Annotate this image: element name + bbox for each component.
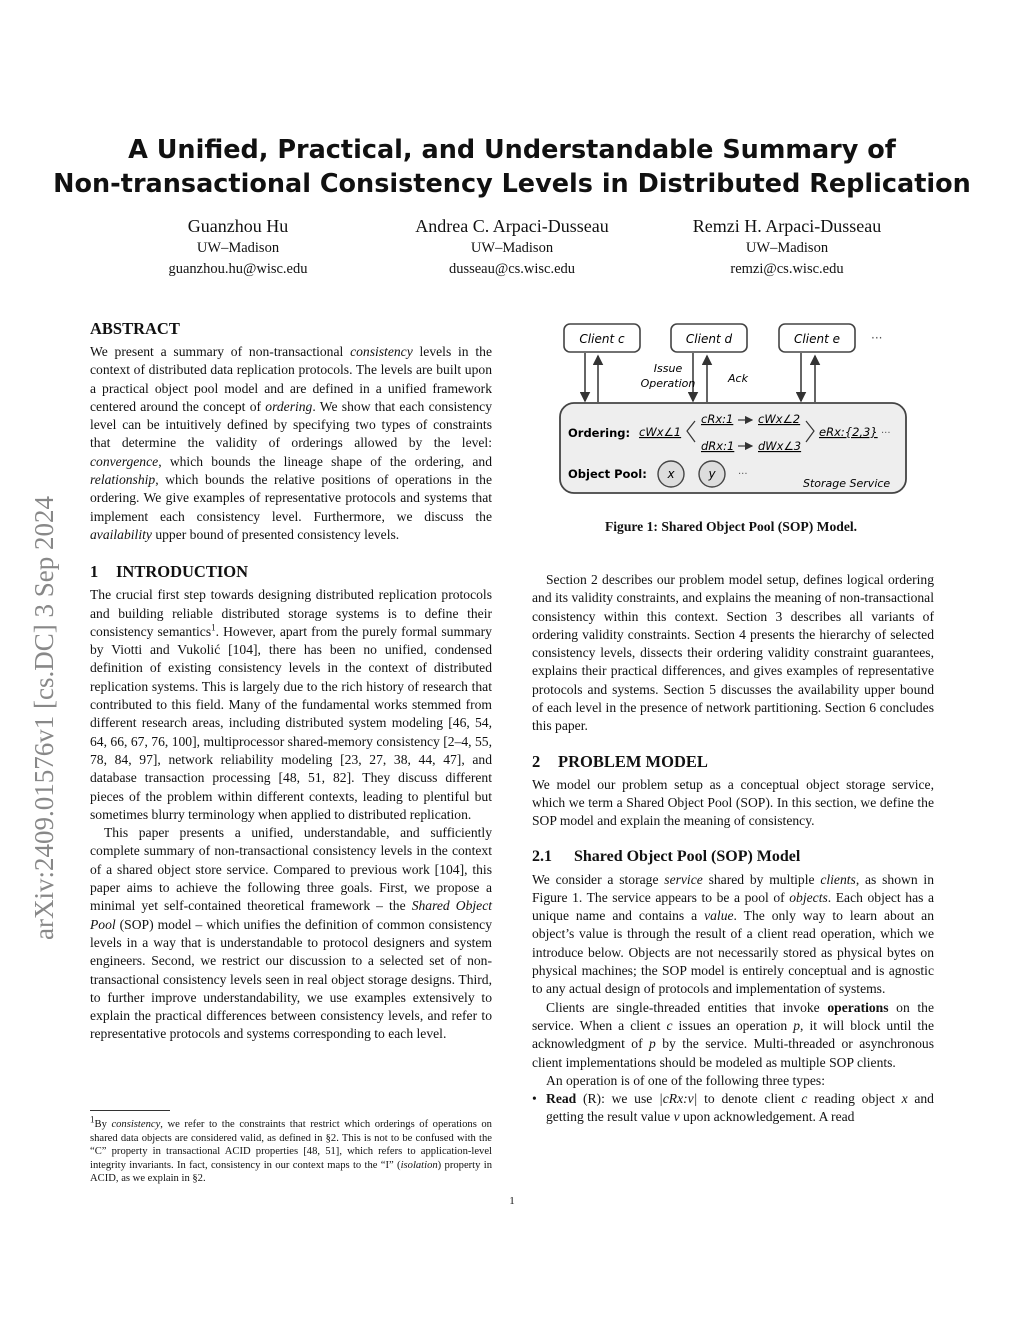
paper-title <box>40 133 984 201</box>
storage-service-label: Storage Service <box>803 477 891 490</box>
object-y-label: y <box>708 467 716 481</box>
bullet-read-text: Read (R): we use |cRx:v| to denote client c reading object x and getting the result value v upon acknowledgement. A read <box>546 1091 934 1125</box>
author-email: dusseau@cs.wisc.edu <box>448 260 576 277</box>
problem-model-heading: 2 PROBLEM MODEL <box>532 751 708 771</box>
figure-svg <box>540 318 942 518</box>
title-line-1: A Unified, Practical, and Understandable Summary of <box>128 135 896 165</box>
author-affiliation: UW–Madison <box>196 240 280 256</box>
objects-ellipsis: ··· <box>738 469 748 480</box>
issue-label-1: Issue <box>653 362 683 375</box>
bullet-dot: • <box>532 1091 537 1107</box>
author-email: guanzhou.hu@wisc.edu <box>168 260 308 277</box>
ordering-label: Ordering: <box>568 426 631 440</box>
author-email: remzi@cs.wisc.edu <box>730 260 844 277</box>
op-cRx1: cRx:1 <box>701 412 734 426</box>
op-dWx3: dWx∠3 <box>758 439 802 453</box>
sop-paragraph-2: Clients are single-threaded entities that invoke operations on the service. When a client c issues an operation p, it will block until the acknowledgment of p by the service. Multi-threaded or asynchronous client implementations should be modeled as multiple SOP clients. <box>532 999 934 1070</box>
author-2 <box>382 214 642 279</box>
author-3 <box>657 214 917 279</box>
intro-heading: 1 INTRODUCTION <box>90 562 249 582</box>
author-1 <box>108 214 368 279</box>
abstract-heading: ABSTRACT <box>90 319 180 338</box>
op-cWx1: cWx∠1 <box>639 425 682 439</box>
op-dRx1: dRx:1 <box>701 439 735 453</box>
abstract-text: We present a summary of non-transactional consistency levels in the context of distributed data replication protocols. The levels are built upon a practical object pool model and are defined in a unified framework centered around the concept of ordering. We show that each consistency level can be intuitively defined by specifying two types of constraints that determine the validity of orderings allowed by the level: convergence, which bounds the lineage shape of the ordering, and relationship, which bounds the relative positions of operations in the ordering. We give examples of representative protocols and systems that implement each consistency level. Furthermore, we discuss the availability upper bound of presented consistency levels. <box>90 344 492 542</box>
clients-ellipsis: ··· <box>871 331 883 345</box>
figure-caption: Figure 1: Shared Object Pool (SOP) Model. <box>604 519 858 534</box>
author-name: Andrea C. Arpaci-Dusseau <box>415 216 609 236</box>
op-eRx: eRx:{2,3} <box>819 425 878 439</box>
op-cWx2: cWx∠2 <box>758 412 801 426</box>
arxiv-id: arXiv:2409.01576v1 [cs.DC] 3 Sep 2024 <box>29 496 59 940</box>
client-d-label: Client d <box>685 332 733 346</box>
sop-paragraph-3: An operation is of one of the following three types: <box>546 1072 825 1088</box>
author-name: Guanzhou Hu <box>187 216 289 236</box>
author-affiliation: UW–Madison <box>470 240 554 256</box>
bullet-read <box>532 1090 934 1127</box>
sop-model-figure <box>540 318 942 528</box>
client-e-label: Client e <box>794 332 840 346</box>
author-name: Remzi H. Arpaci-Dusseau <box>692 216 882 236</box>
ack-label: Ack <box>728 372 748 385</box>
section-overview-paragraph: Section 2 describes our problem model setup, defines logical ordering and its validity constraints, and explains the meaning of non-transactional consistency within this context. Section 3 describes all variants of ordering validity constraints. Section 4 presents the hierarchy of selected consistency levels, dissects their ordering validity constraint guarantees, explains their practical differences, and gives examples of representative protocols and systems. Section 5 discusses the availability upper bound of each level in the presence of network partitioning. Section 6 concludes this paper. <box>532 572 934 734</box>
client-c-label: Client c <box>579 332 625 346</box>
left-column <box>90 319 492 1044</box>
ordering-ellipsis: ··· <box>881 428 891 439</box>
object-pool-label: Object Pool: <box>568 467 647 481</box>
sop-model-heading: 2.1 Shared Object Pool (SOP) Model <box>532 847 801 865</box>
right-column <box>532 571 934 1127</box>
footnote-rule <box>90 1110 170 1111</box>
sop-paragraph-1: We consider a storage service shared by multiple clients, as shown in Figure 1. The service appears to be a pool of objects. Each object has a unique name and contains a value. The only way to learn about an object’s value is through the result of a client read operation, which we introduce below. Objects are not necessarily stored as physical bytes on physical machines; the SOP model is entirely conceptual and is agnostic to any actual design of protocols and implementation of systems. <box>532 871 934 997</box>
intro-paragraph-1: The crucial first step towards designing distributed replication protocols and building reliable distributed storage systems is to define their consistency semantics$^1$. However, apart from the purely formal summary by Viotti and Vukolić [104], there has been no unified, condensed definition of existing consistency levels in the context of distributed replication systems. This is largely due to the rich history of research that contributed to this field. Many of the fundamental works stemmed from different research areas, including distributed system modeling [46, 54, 64, 66, 67, 76, 100], multiprocessor shared-memory consistency [2–4, 55, 78, 84, 97], network reliability modeling [23, 27, 38, 44, 47], and database transaction processing [48, 51, 82]. They discuss different pieces of the problem within different contexts, leading to plentiful but sometimes blurry terminology when applied to distributed replication. <box>90 587 492 822</box>
problem-model-paragraph: We model our problem setup as a conceptual object storage service, which we term a Shared Object Pool (SOP). In this section, we define the SOP model and explain the meaning of consistency. <box>532 776 934 829</box>
title-line-2: Non-transactional Consistency Levels in Distributed Replication <box>53 169 971 199</box>
page-number: 1 <box>509 1195 515 1207</box>
intro-paragraph-2: This paper presents a unified, understandable, and sufficiently complete summary of non-transactional consistency levels in the context of a shared object store service. Compared to previous work [104], this paper aims to achieve the following three goals. First, we propose a minimal yet self-contained theoretical framework – the Shared Object Pool (SOP) model – which unifies the definition of common consistency levels in a way that is understandable to protocol designers and system engineers. Second, we restrict our discussion to a selected set of non-transactional consistency levels seen in real object storage designs. Third, to further improve understandability, we use examples extensively to explain the practical differences between consistency levels, and refer to representative protocols and systems corresponding to each level. <box>90 825 492 1042</box>
issue-label-2: Operation <box>640 377 696 390</box>
footnote: $^1$By consistency, we refer to the constraints that restrict which orderings of operations on shared data objects are considered valid, as defined in §2. This is not to be confused with the “C” property in transactional ACID properties [48, 51], which refers to application-level integrity invariants. In fact, consistency in our context maps to the “I” (isolation) property in ACID, as we explain in §2. <box>90 1114 492 1185</box>
object-x-label: x <box>667 467 675 481</box>
author-affiliation: UW–Madison <box>745 240 829 256</box>
